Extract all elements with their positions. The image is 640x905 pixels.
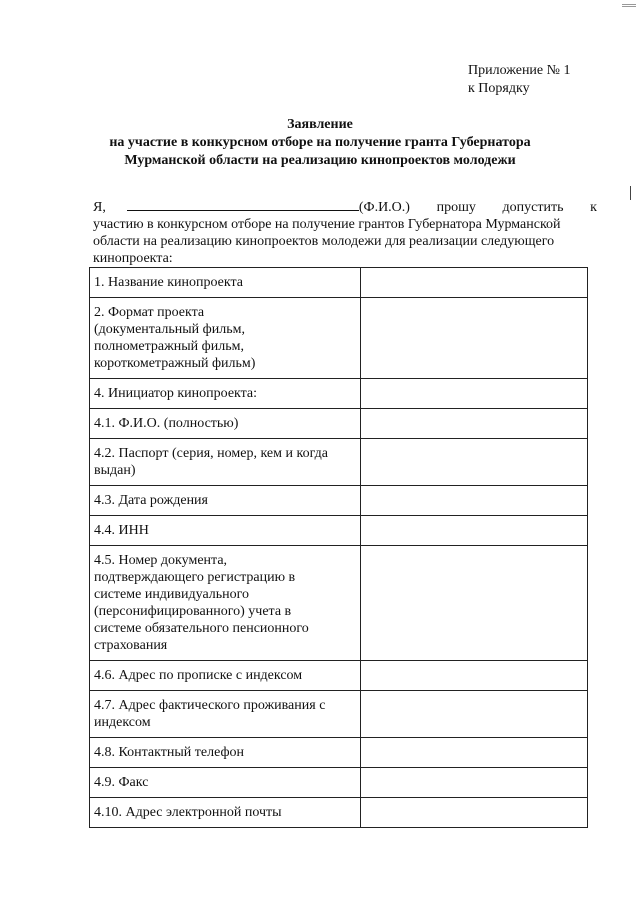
form-row [90, 661, 588, 691]
intro-first-line [93, 198, 597, 216]
title-line: Мурманской области на реализацию кинопроектов молодежи [124, 153, 516, 168]
form-row-label [90, 409, 361, 439]
intro-paragraph [93, 198, 597, 267]
form-row-value-field[interactable] [361, 661, 588, 691]
form-row-label [90, 439, 361, 486]
form-row-value-field[interactable] [361, 738, 588, 768]
form-row-label-line: полнометражный фильм, [94, 339, 244, 354]
fio-label: (Ф.И.О.) [358, 200, 410, 215]
form-row [90, 439, 588, 486]
form-row-label-line: 4.7. Адрес фактического проживания с [94, 698, 326, 713]
title-line: на участие в конкурсном отборе на получение гранта Губернатора [109, 135, 531, 150]
form-row-label [90, 661, 361, 691]
form-row-label-line: 1. Название кинопроекта [94, 275, 243, 290]
intro-word: прошу [436, 200, 476, 215]
form-row-label-line: (персонифицированного) учета в [94, 604, 292, 619]
form-row-label-line: системе индивидуального [94, 587, 250, 602]
appendix-line: к Порядку [468, 81, 530, 96]
form-row [90, 516, 588, 546]
form-row-value-field[interactable] [361, 439, 588, 486]
intro-start: Я, [93, 200, 106, 215]
form-row-label-line: индексом [94, 715, 151, 730]
form-row-label-line: 4.2. Паспорт (серия, номер, кем и когда [94, 446, 328, 461]
form-row-value-field[interactable] [361, 798, 588, 828]
form-row-label-line: 4.1. Ф.И.О. (полностью) [94, 416, 239, 431]
form-row-label-line: подтверждающего регистрацию в [94, 570, 296, 585]
form-row [90, 546, 588, 661]
form-row-label-line: короткометражный фильм) [94, 356, 256, 371]
form-row [90, 486, 588, 516]
form-row-value-field[interactable] [361, 409, 588, 439]
form-row-label-line: 4.8. Контактный телефон [94, 745, 245, 760]
form-row [90, 298, 588, 379]
scan-artifact [622, 4, 636, 8]
form-row [90, 691, 588, 738]
form-row [90, 738, 588, 768]
form-row-label [90, 798, 361, 828]
application-form-table [89, 267, 588, 828]
appendix-line: Приложение № 1 [468, 63, 571, 78]
form-row-value-field[interactable] [361, 298, 588, 379]
form-row-label [90, 298, 361, 379]
form-row-label [90, 691, 361, 738]
form-row-value-field[interactable] [361, 486, 588, 516]
title-line: Заявление [287, 117, 353, 132]
form-row [90, 768, 588, 798]
form-row-label [90, 768, 361, 798]
form-row [90, 379, 588, 409]
form-row [90, 268, 588, 298]
form-row-label-line: 4.3. Дата рождения [94, 493, 208, 508]
intro-line: области на реализацию кинопроектов молодежи для реализации следующего [93, 234, 555, 249]
intro-word: допустить [502, 200, 564, 215]
form-row-label-line: 4.4. ИНН [94, 523, 149, 538]
form-row-label [90, 516, 361, 546]
form-row-value-field[interactable] [361, 268, 588, 298]
form-row-label-line: 4.9. Факс [94, 775, 149, 790]
form-row [90, 409, 588, 439]
document-title [60, 116, 580, 170]
form-row-value-field[interactable] [361, 691, 588, 738]
form-row-label [90, 486, 361, 516]
form-row-label-line: 4.5. Номер документа, [94, 553, 228, 568]
intro-word: к [590, 200, 597, 215]
form-row [90, 798, 588, 828]
form-row-label-line: выдан) [94, 463, 136, 478]
form-row-label-line: 4. Инициатор кинопроекта: [94, 386, 258, 401]
scan-artifact-edge [630, 186, 631, 200]
form-row-value-field[interactable] [361, 379, 588, 409]
intro-line: кинопроекта: [93, 251, 173, 266]
form-row-label [90, 546, 361, 661]
form-row-label-line: 2. Формат проекта [94, 305, 205, 320]
form-row-label [90, 268, 361, 298]
form-row-value-field[interactable] [361, 768, 588, 798]
appendix-reference [468, 62, 571, 98]
form-row-value-field[interactable] [361, 546, 588, 661]
form-row-value-field[interactable] [361, 516, 588, 546]
form-row-label-line: 4.6. Адрес по прописке с индексом [94, 668, 303, 683]
form-row-label-line: страхования [94, 638, 168, 653]
form-row-label [90, 738, 361, 768]
form-row-label-line: 4.10. Адрес электронной почты [94, 805, 282, 820]
form-row-label-line: (документальный фильм, [94, 322, 245, 337]
form-row-label-line: системе обязательного пенсионного [94, 621, 309, 636]
intro-line: участию в конкурсном отборе на получение грантов Губернатора Мурманской [93, 217, 561, 232]
fio-blank-field[interactable] [127, 198, 359, 211]
form-row-label [90, 379, 361, 409]
